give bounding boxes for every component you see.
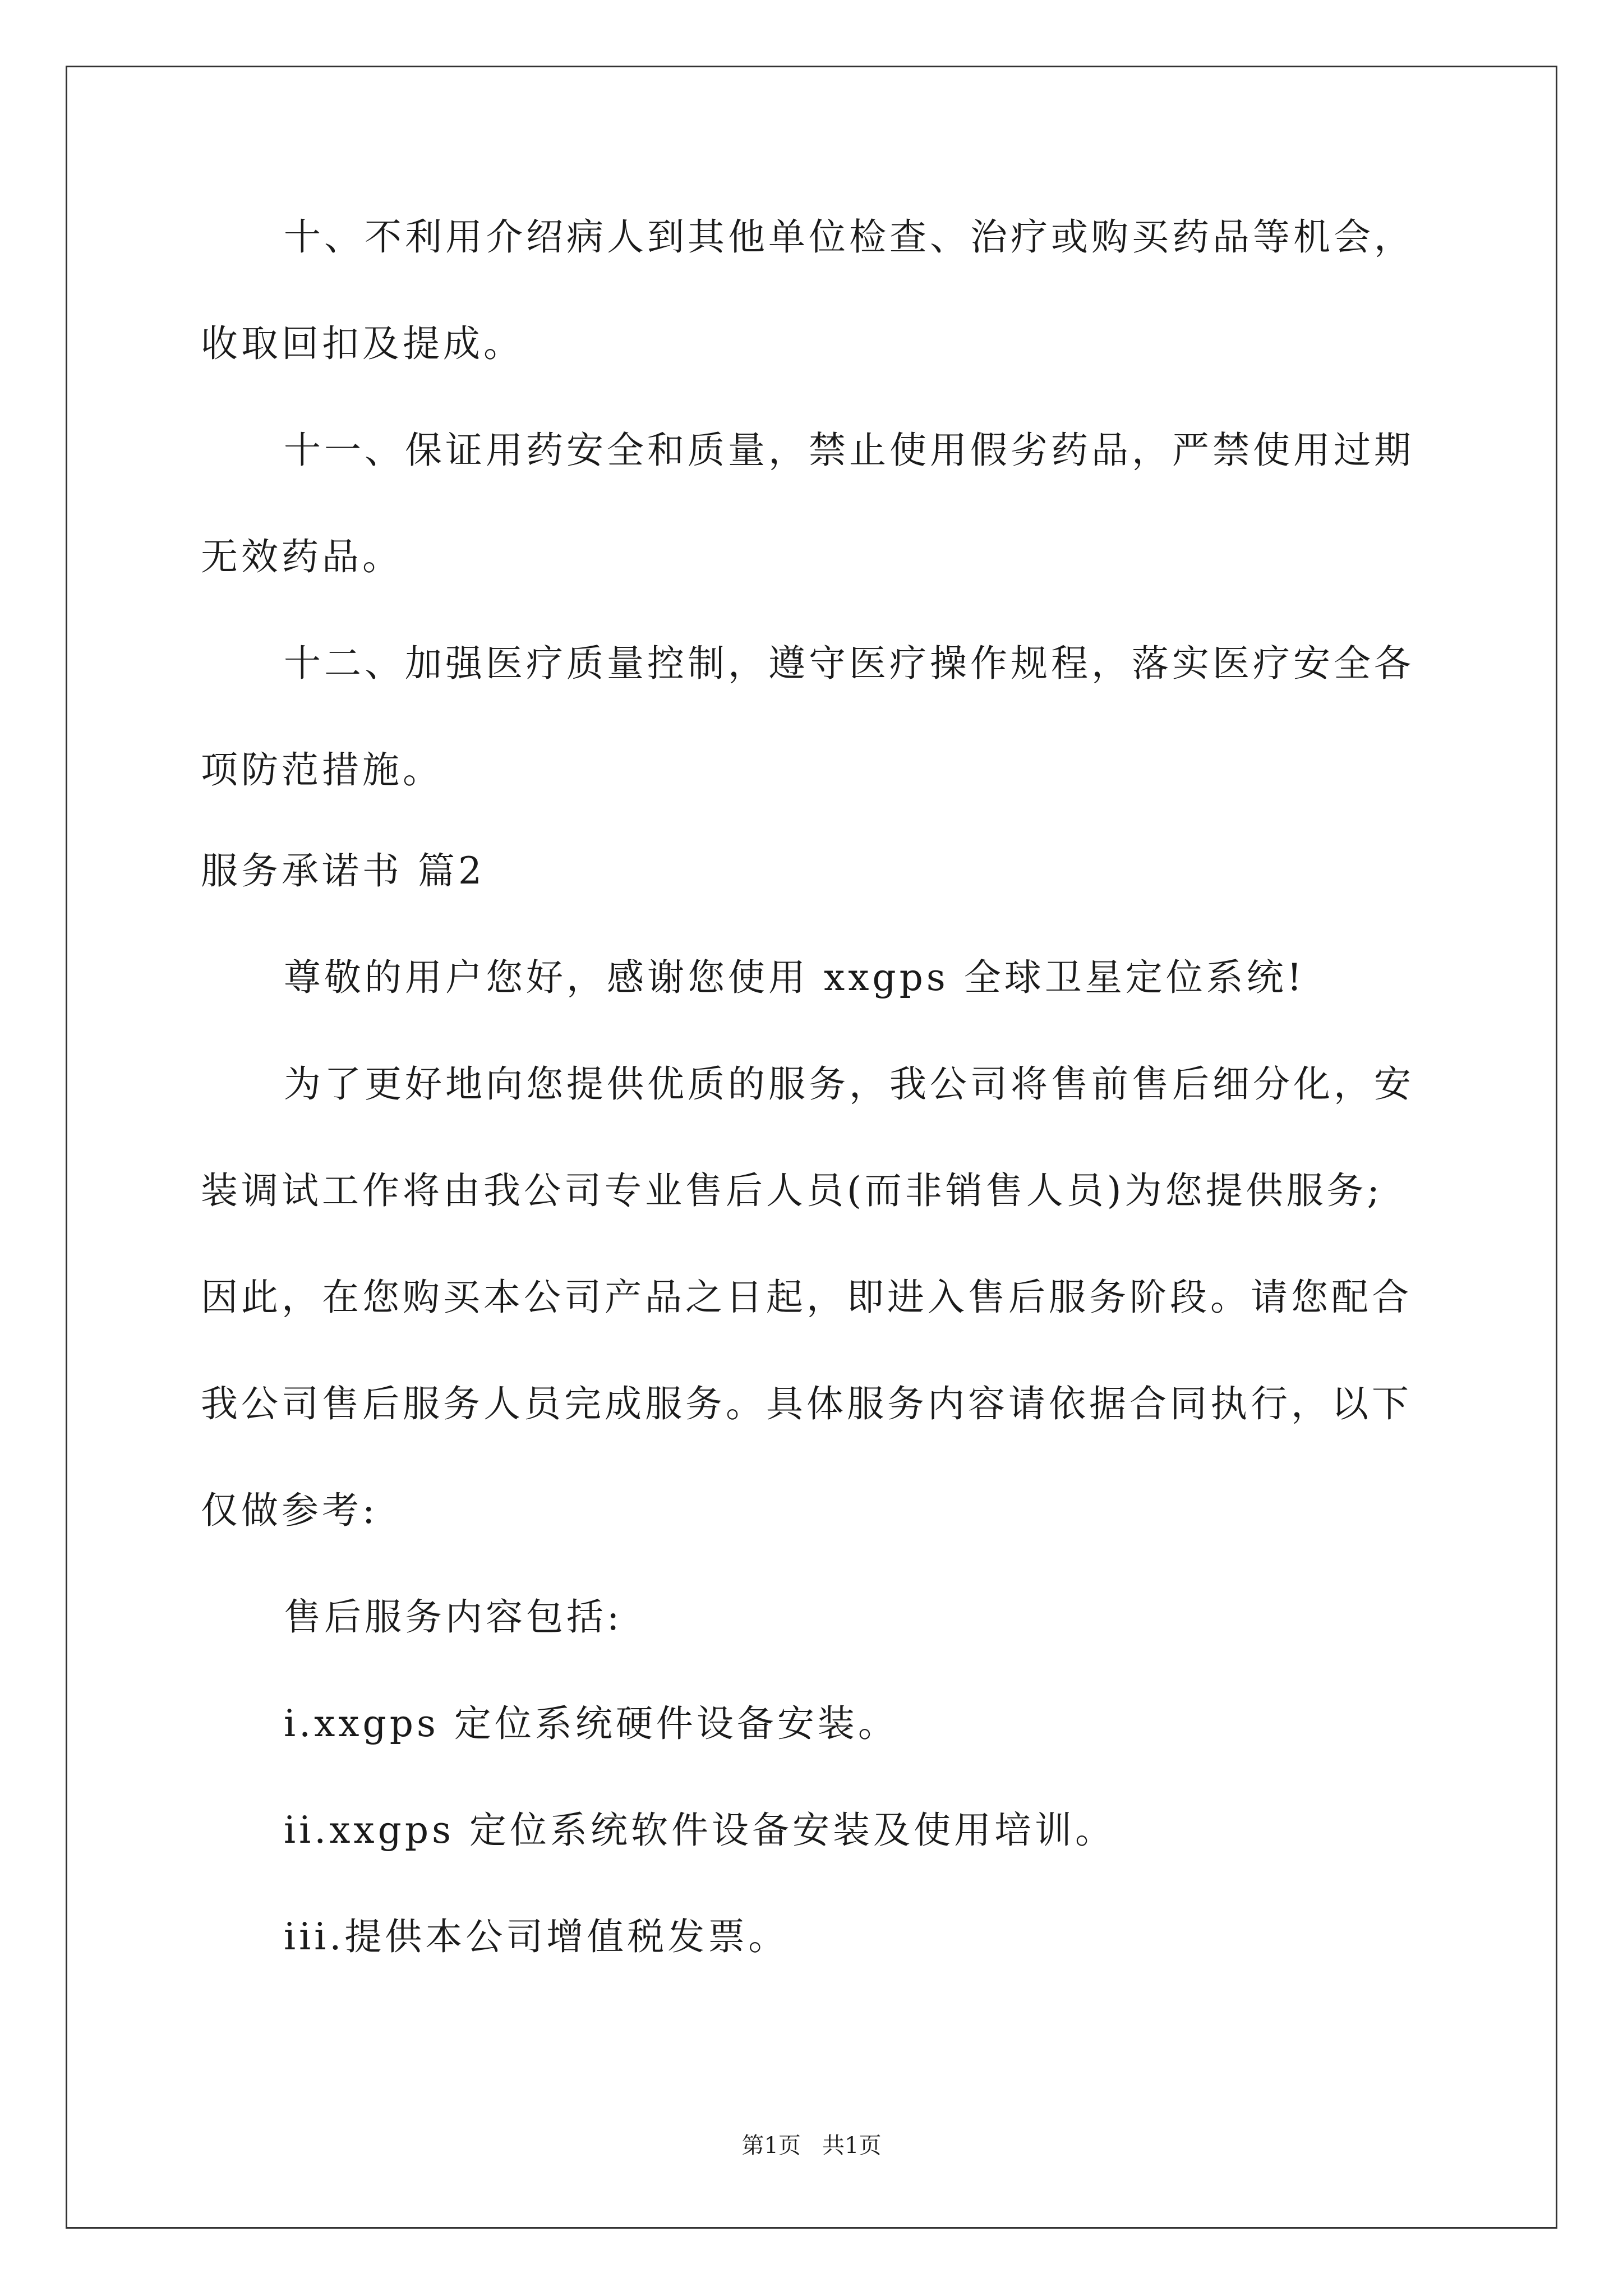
section-heading: 服务承诺书 篇2 (201, 849, 485, 892)
greeting-paragraph: 尊敬的用户您好，感谢您使用 xxgps 全球卫星定位系统! (284, 956, 1306, 999)
service-paragraph-line-1: 为了更好地向您提供优质的服务，我公司将售前售后细分化，安 (284, 1062, 1414, 1106)
page-border (66, 66, 1557, 2229)
list-item-i: i.xxgps 定位系统硬件设备安装。 (284, 1702, 898, 1745)
paragraph-item-10-line-2: 收取回扣及提成。 (201, 322, 524, 365)
service-paragraph-line-4: 我公司售后服务人员完成服务。具体服务内容请依据合同执行，以下 (201, 1382, 1412, 1425)
service-paragraph-line-3: 因此，在您购买本公司产品之日起，即进入售后服务阶段。请您配合 (201, 1276, 1412, 1319)
paragraph-item-11-line-1: 十一、保证用药安全和质量，禁止使用假劣药品，严禁使用过期 (284, 429, 1414, 472)
page-footer: 第1页 共1页 (741, 2133, 882, 2159)
paragraph-item-12-line-1: 十二、加强医疗质量控制，遵守医疗操作规程，落实医疗安全各 (284, 642, 1414, 685)
paragraph-item-10-line-1: 十、不利用介绍病人到其他单位检查、治疗或购买药品等机会， (284, 215, 1414, 259)
list-item-iii: iii.提供本公司增值税发票。 (284, 1915, 789, 1958)
list-item-ii: ii.xxgps 定位系统软件设备安装及使用培训。 (284, 1809, 1115, 1852)
paragraph-item-12-line-2: 项防范措施。 (201, 748, 443, 792)
service-paragraph-line-2: 装调试工作将由我公司专业售后人员(而非销售人员)为您提供服务; (201, 1169, 1383, 1212)
service-content-heading: 售后服务内容包括: (284, 1595, 623, 1639)
paragraph-item-11-line-2: 无效药品。 (201, 535, 403, 578)
service-paragraph-line-5: 仅做参考: (201, 1489, 379, 1532)
